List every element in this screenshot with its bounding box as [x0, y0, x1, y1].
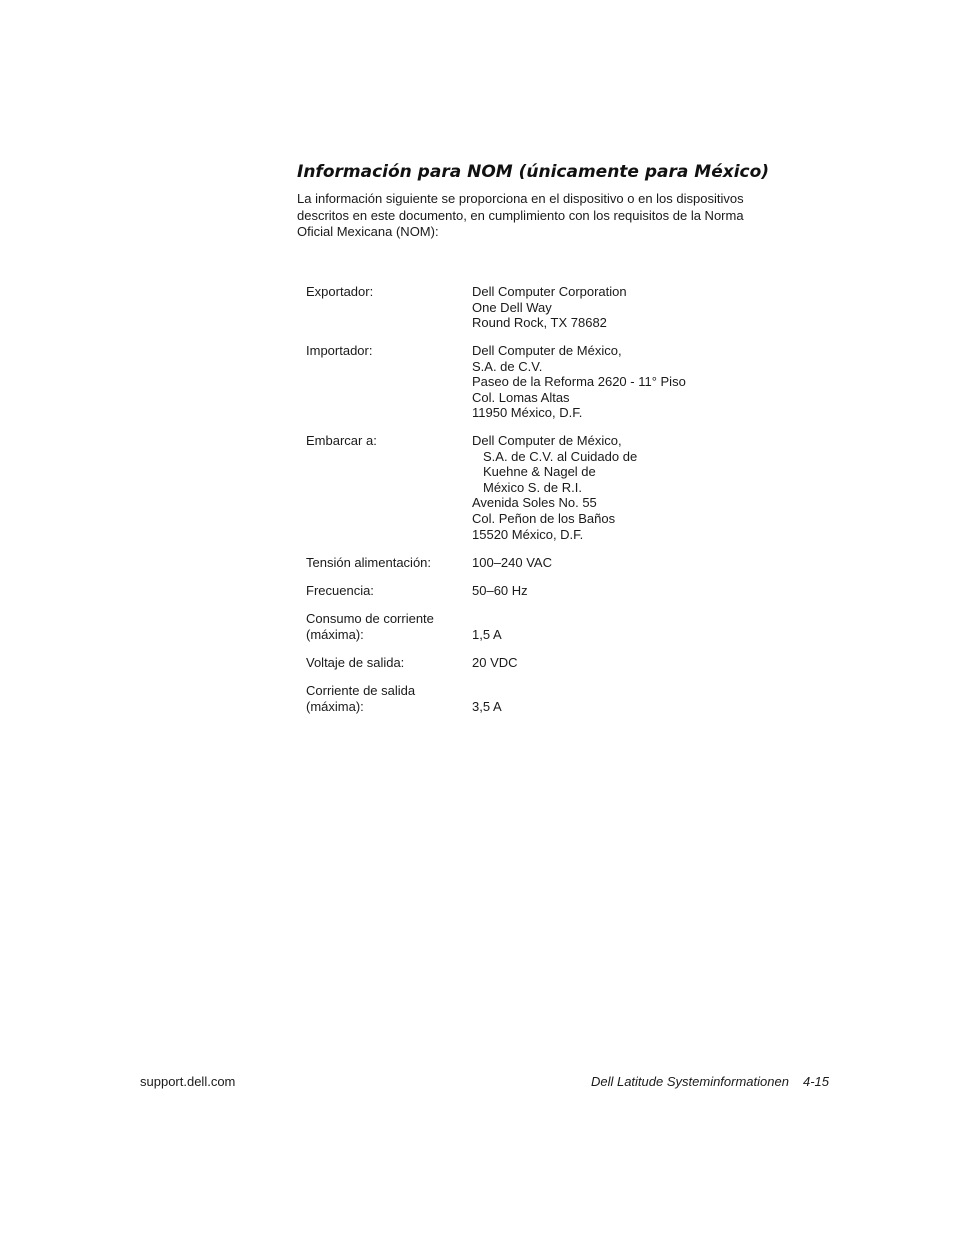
- spec-value: [472, 655, 518, 671]
- spec-value: [472, 343, 686, 421]
- spec-value-line: Avenida Soles No. 55: [472, 495, 597, 511]
- spec-value-line: 3,5 A: [472, 698, 502, 714]
- spec-value-line: 50–60 Hz: [472, 583, 528, 598]
- spec-value: [472, 433, 637, 542]
- spec-label-line: (máxima):: [306, 626, 364, 642]
- spec-label: Exportador:: [306, 284, 374, 299]
- intro-line: Oficial Mexicana (NOM):: [297, 224, 439, 239]
- spec-label: Embarcar a:: [306, 433, 377, 448]
- footer-running-title: [591, 1074, 829, 1089]
- spec-label: Tensión alimentación:: [306, 555, 432, 570]
- spec-value: [472, 284, 627, 331]
- spec-label-line: Consumo de corriente: [306, 611, 434, 626]
- spec-value-line: Dell Computer de México,: [472, 433, 622, 448]
- spec-value-line: 11950 México, D.F.: [472, 405, 583, 421]
- spec-value-line: Paseo de la Reforma 2620 - 11° Piso: [472, 374, 686, 390]
- page-number: 4-15: [802, 1074, 829, 1089]
- spec-value-line: One Dell Way: [472, 299, 552, 315]
- intro-line: descritos en este documento, en cumplimiento con los requisitos de la Norma: [297, 207, 744, 223]
- spec-value-line: 15520 México, D.F.: [472, 526, 584, 542]
- spec-value-line: S.A. de C.V. al Cuidado de: [483, 448, 638, 464]
- spec-label: Voltaje de salida:: [306, 655, 405, 670]
- spec-value-line: Col. Peñon de los Baños: [472, 510, 616, 526]
- spec-value-line: S.A. de C.V.: [472, 358, 543, 374]
- section-heading: Información para NOM (únicamente para México): [297, 162, 770, 182]
- spec-value-line: Col. Lomas Altas: [472, 389, 570, 405]
- footer-website: support.dell.com: [140, 1074, 236, 1089]
- spec-value: [472, 583, 528, 599]
- spec-value-line: 20 VDC: [472, 655, 518, 670]
- spec-value-line: México S. de R.I.: [483, 479, 582, 495]
- spec-label: Importador:: [306, 343, 373, 358]
- intro-paragraph: [297, 191, 797, 241]
- footer-document-title: Dell Latitude Systeminformationen: [590, 1074, 789, 1089]
- spec-value-line: 1,5 A: [472, 626, 502, 642]
- spec-value: [472, 555, 552, 571]
- spec-value: [472, 699, 502, 715]
- spec-value-line: Dell Computer Corporation: [472, 284, 627, 299]
- spec-label-line: Corriente de salida: [306, 683, 416, 698]
- spec-label: Frecuencia:: [306, 583, 374, 598]
- spec-label-line: (máxima):: [306, 698, 364, 714]
- spec-value-line: Kuehne & Nagel de: [483, 464, 596, 480]
- spec-label: [306, 683, 415, 714]
- spec-value-line: 100–240 VAC: [472, 555, 552, 570]
- spec-value-line: Dell Computer de México,: [472, 343, 622, 358]
- spec-value: [472, 627, 502, 643]
- spec-value-line: Round Rock, TX 78682: [472, 315, 607, 331]
- intro-line: La información siguiente se proporciona en el dispositivo o en los dispositivos: [297, 191, 744, 206]
- spec-label: [306, 611, 434, 642]
